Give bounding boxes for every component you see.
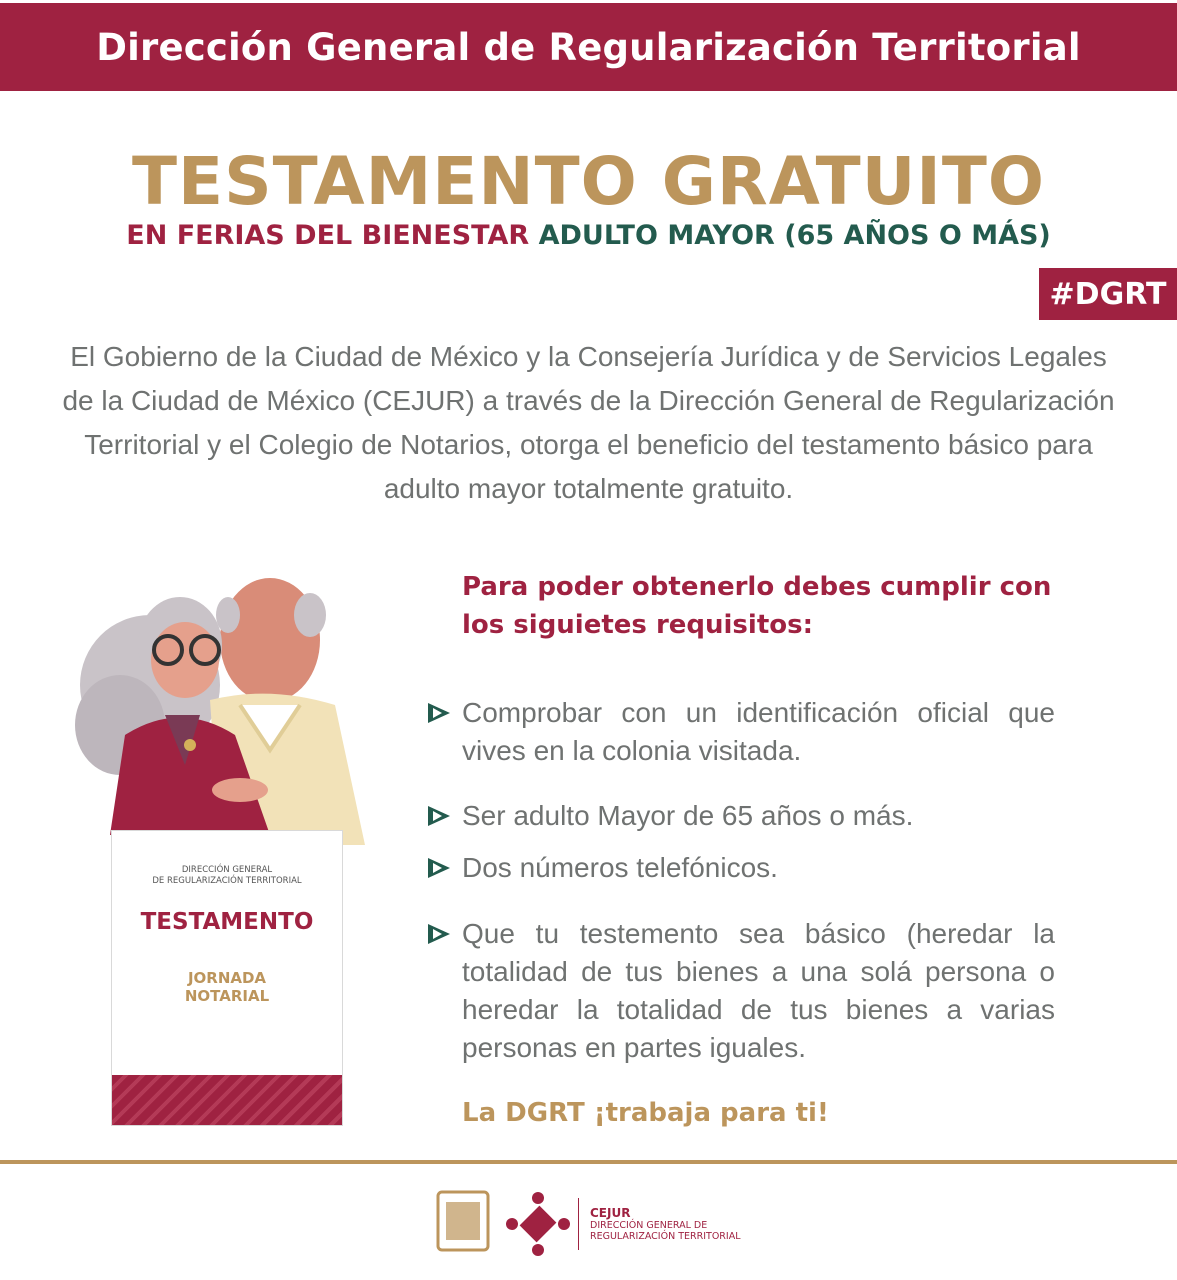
hashtag-badge: #DGRT [1039,268,1177,320]
booklet-pattern [112,1075,342,1125]
subtitle-event: EN FERIAS DEL BIENESTAR [126,220,530,251]
subtitle [0,220,1177,251]
booklet-subtitle: JORNADA NOTARIAL [184,969,270,1005]
intro-paragraph: El Gobierno de la Ciudad de México y la Consejería Jurídica y de Servicios Legales de la Ciudad de México (CEJUR) a través de la Dirección General de Regularización Territorial y el Colegio de Notarios, otorga el beneficio del testamento básico para adulto mayor totalmente gratuito. [62,341,1115,504]
testament-booklet [111,830,343,1126]
requirement-item: Que tu testemento sea básico (heredar la totalidad de tus bienes a una solá persona o heredar la totalidad de tus bienes a varias personas en partes iguales. [425,915,1055,1067]
chevron-right-icon [425,702,453,724]
header-banner [0,3,1177,91]
requirements-heading: Para poder obtenerlo debes cumplir con los siguietes requisitos: [462,572,1052,640]
cejur-logo-text: CEJUR DIRECCIÓN GENERAL DE REGULARIZACIÓN TERRITORIAL [590,1206,741,1242]
closing-slogan: La DGRT ¡trabaja para ti! [462,1098,829,1128]
chevron-right-icon [425,857,453,879]
footer-separator [578,1198,579,1250]
footer-divider [0,1160,1177,1164]
subtitle-audience: ADULTO MAYOR (65 AÑOS O MÁS) [538,220,1051,251]
requirement-item: Ser adulto Mayor de 65 años o más. [425,797,1055,835]
page-title: TESTAMENTO GRATUITO [132,143,1045,220]
requirement-item: Dos números telefónicos. [425,849,1055,887]
chevron-right-icon [425,805,453,827]
booklet-title: TESTAMENTO [140,909,314,935]
chevron-right-icon [425,923,453,945]
booklet-department: DIRECCIÓN GENERAL DE REGULARIZACIÓN TERRITORIAL [152,865,302,886]
header-title: Dirección General de Regularización Territorial [96,25,1081,69]
requirement-item: Comprobar con un identificación oficial que vives en la colonia visitada. [425,694,1055,770]
